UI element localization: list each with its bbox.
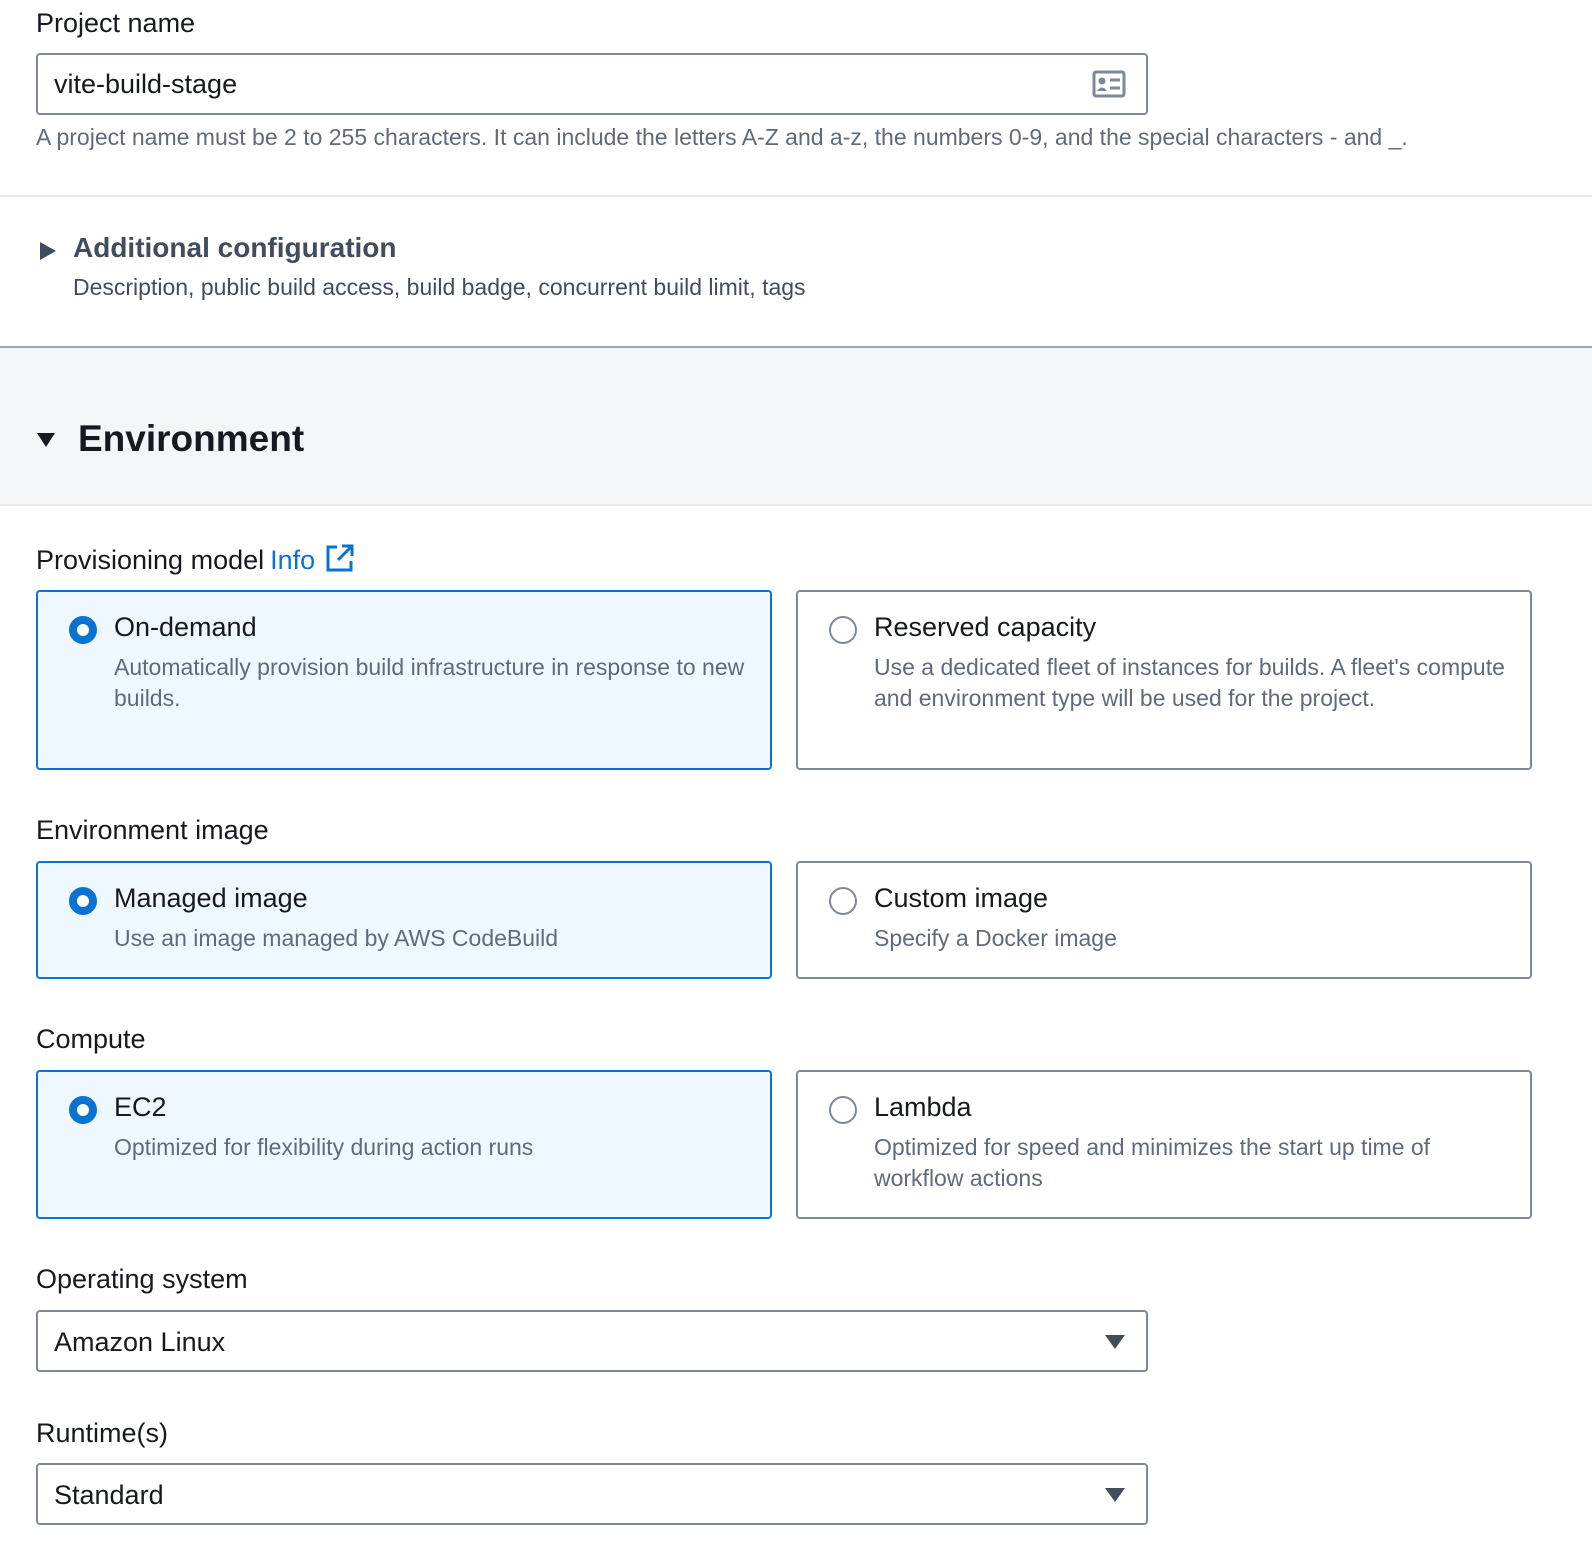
option-title: Managed image: [114, 883, 308, 913]
runtimes-select[interactable]: [36, 1463, 1148, 1525]
managed-image-option[interactable]: [36, 861, 772, 979]
external-link-icon[interactable]: [325, 543, 355, 573]
operating-system-select[interactable]: [36, 1310, 1148, 1372]
environment-image-label: Environment image: [36, 815, 269, 845]
project-name-constraint-text: A project name must be 2 to 255 characters. It can include the letters A-Z and a-z, the numbers 0-9, and the special characters - and _.: [36, 124, 1408, 150]
option-title: On-demand: [114, 612, 257, 642]
additional-configuration-toggle[interactable]: Additional configuration: [73, 232, 397, 263]
caret-down-icon[interactable]: [1104, 1487, 1126, 1503]
project-name-input[interactable]: [36, 53, 1148, 115]
runtimes-label: Runtime(s): [36, 1418, 169, 1448]
radio-selected-icon[interactable]: [69, 616, 97, 644]
on-demand-option[interactable]: [36, 590, 772, 770]
environment-section-title[interactable]: Environment: [78, 418, 305, 459]
operating-system-label: Operating system: [36, 1264, 248, 1294]
radio-unselected-icon[interactable]: [829, 616, 857, 644]
radio-selected-icon[interactable]: [69, 1096, 97, 1124]
info-link[interactable]: Info: [270, 545, 316, 575]
additional-configuration-description: Description, public build access, build badge, concurrent build limit, tags: [73, 274, 806, 300]
divider: [0, 195, 1592, 197]
option-title: Custom image: [874, 883, 1049, 913]
radio-unselected-icon[interactable]: [829, 887, 857, 915]
option-description: Use a dedicated fleet of instances for builds. A fleet's compute and environment type will be used for the project.: [874, 654, 1505, 711]
provisioning-model-label-text: Provisioning model: [36, 545, 265, 575]
custom-image-option[interactable]: [796, 861, 1532, 979]
project-name-label: Project name: [36, 8, 196, 38]
option-description: Automatically provision build infrastructure in response to new builds.: [114, 654, 745, 711]
caret-down-icon[interactable]: [1104, 1334, 1126, 1350]
reserved-capacity-option[interactable]: [796, 590, 1532, 770]
option-title: Reserved capacity: [874, 612, 1097, 642]
option-title: Lambda: [874, 1092, 972, 1122]
option-title: EC2: [114, 1092, 167, 1122]
compute-label: Compute: [36, 1024, 146, 1054]
caret-down-icon[interactable]: [36, 432, 56, 448]
ec2-option[interactable]: [36, 1070, 772, 1219]
radio-selected-icon[interactable]: [69, 887, 97, 915]
operating-system-value: Amazon Linux: [54, 1327, 226, 1357]
caret-right-icon[interactable]: [38, 240, 58, 262]
option-description: Use an image managed by AWS CodeBuild: [114, 925, 559, 951]
contact-card-icon[interactable]: [1092, 70, 1126, 98]
provisioning-model-label: [36, 543, 355, 576]
runtimes-value: Standard: [54, 1480, 164, 1510]
option-description: Specify a Docker image: [874, 925, 1117, 951]
option-description: Optimized for flexibility during action runs: [114, 1134, 534, 1160]
radio-unselected-icon[interactable]: [829, 1096, 857, 1124]
lambda-option[interactable]: [796, 1070, 1532, 1219]
option-description: Optimized for speed and minimizes the start up time of workflow actions: [874, 1134, 1431, 1191]
